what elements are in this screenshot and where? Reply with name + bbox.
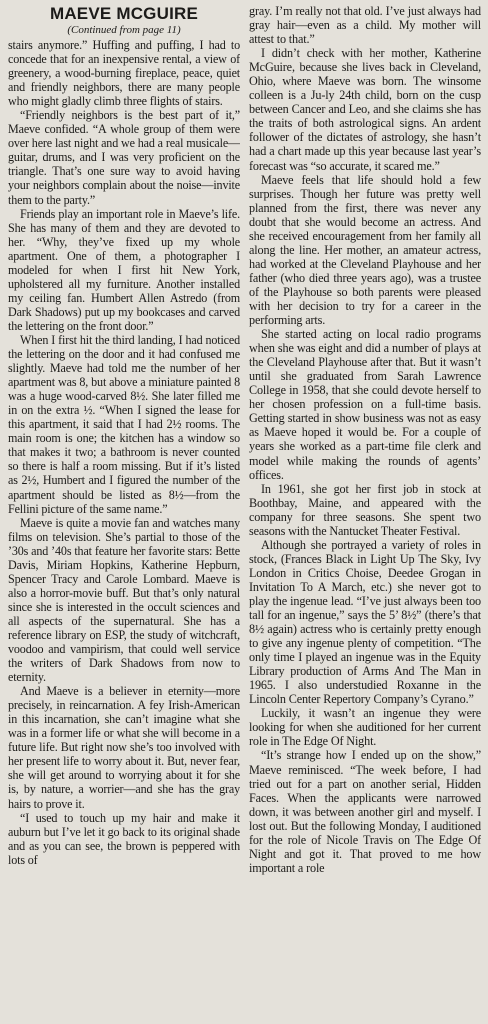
article-paragraph: Friends play an important role in Maeve’s life. She has many of them and they are devoted to her. “Why, they’ve fixed up my whole apartment. One of them, a photographer I modeled for when I first hit New York, upholstered all my furniture. Another installed my ceiling fan. Humbert Allen Astredo (from Dark Shadows) put up my bookcases and carved the lettering on the front door.” [8, 206, 240, 333]
article-paragraph: She started acting on local radio programs when she was eight and did a number of plays at the Cleveland Playhouse after that. But it wasn’t until she graduated from Sarah Lawrence College in 1958, that she could devote herself to her chosen profession on a full-time basis. Getting started in show business was not as easy as Maeve hoped it would be. For a couple of years she worked as a part-time file clerk and model while making the rounds of agents’ offices. [249, 327, 481, 482]
article-header [8, 4, 240, 36]
article-paragraph: “Friendly neighbors is the best part of it,” Maeve confided. “A whole group of them were over here last night and we had a real musicale—guitar, drums, and I was very proficient on the triangle. That’s one sure way to avoid having your neighbors complain about the noise—invite them to the party.” [8, 108, 240, 207]
article-paragraph: In 1961, she got her first job in stock at Boothbay, Maine, and appeared with the company for three seasons. She spent two seasons with the Nantucket Theater Festival. [249, 481, 481, 538]
article-paragraph: Maeve is quite a movie fan and watches many films on television. She’s partial to those of the ’30s and ’40s that feature her favorite stars: Bette Davis, Miriam Hopkins, Katherine Hepburn, Spencer Tracy and Carole Lombard. Maeve is also a horror-movie buff. But that’s only natural since she is interested in the occult sciences and all aspects of the supernatural. She has a reference library on ESP, the study of witchcraft, voodoo and vampirism, that could well service the writers of Dark Shadows from now to eternity. [8, 515, 240, 685]
article-paragraph: “It’s strange how I ended up on the show,” Maeve reminisced. “The week before, I had tried out for a part on another serial, Hidden Faces. When the applicants were narrowed down, it was between another girl and myself. I lost out. But the following Monday, I auditioned for the role of Nicole Travis on The Edge Of Night and got it. That proved to me how important a role [249, 748, 481, 875]
article-paragraph: gray. I’m really not that old. I’ve just always had gray hair—even as a child. My mother will attest to that.” [249, 4, 481, 47]
article-paragraph: Although she portrayed a variety of roles in stock, (Frances Black in Light Up The Sky, Ivy London in Critics Choise, Deedee Grogan in Invitation To A March, etc.) she never got to play the ingenue lead. “I’ve just always been too tall for an ingenue,” says the 5’ 8½” (there’s that 8½ again) actress who is certainly pretty enough to give any ingenue plenty of competition. “The only time I played an ingenue was in the Equity Library production of Arms And The Man in 1965. I also understudied Roxanne in the Lincoln Center Repertory Company’s Cyrano.” [249, 537, 481, 707]
article-headline: MAEVE MCGUIRE [49, 4, 199, 23]
continued-note: (Continued from page 11) [67, 24, 181, 36]
article-column-left [8, 4, 240, 1024]
article-column-right [249, 4, 481, 1024]
article-paragraph: And Maeve is a believer in eternity—more precisely, in reincarnation. A fey Irish-American in this incarnation, she can’t imagine what she was in a former life or what she will become in a future life. But right now she’s too involved with her present life to worry about it. But, never fear, she will get around to worrying about it for she is, by nature, a worrier—and she has the gray hairs to prove it. [8, 684, 240, 811]
article-paragraph: stairs anymore.” Huffing and puffing, I had to concede that for an inexpensive rental, a view of greenery, a wood-burning fireplace, peace, quiet and friendly neighbors, there are many people who might gladly climb three flights of stairs. [8, 38, 240, 109]
article-paragraph: Luckily, it wasn’t an ingenue they were looking for when she auditioned for her current role in The Edge Of Night. [249, 706, 481, 749]
article-paragraph: When I first hit the third landing, I had noticed the lettering on the door and it had confused me slightly. Maeve had told me the number of her apartment was 8, but above a miniature painted 8 was a huge wood-carved 8½. She later filled me in on the extra ½. “When I signed the lease for this apartment, it said that I had 2½ rooms. The main room is one; the kitchen has a window so that makes it two; a bathroom is never counted so there is half a room missing. But if it’s listed as 2½, Humbert and I figured the number of the apartment should be listed as 8½—from the Fellini picture of the same name.” [8, 332, 240, 516]
article-paragraph: I didn’t check with her mother, Katherine McGuire, because she lives back in Cleveland, Ohio, where Maeve was born. The winsome colleen is a Ju-ly 24th child, born on the cusp between Cancer and Leo, and she claims she has the traits of both astrological signs. An ardent follower of the dictates of astrology, she hasn’t had a chart made up this year because last year’s forecast was “so accurate, it scared me.” [249, 46, 481, 173]
article-paragraph: “I used to touch up my hair and make it auburn but I’ve let it go back to its original shade and as you can see, the brown is peppered with lots of [8, 810, 240, 867]
article-paragraph: Maeve feels that life should hold a few surprises. Though her future was pretty well planned from the first, there was never any doubt that she would become an actress. And she received encouragement from her family all along the line. Her mother, an amateur actress, had worked at the Cleveland Playhouse and her father (who died three years ago), was a trustee of the Playhouse so both parents were pleased with her decision to try for a career in the performing arts. [249, 172, 481, 328]
